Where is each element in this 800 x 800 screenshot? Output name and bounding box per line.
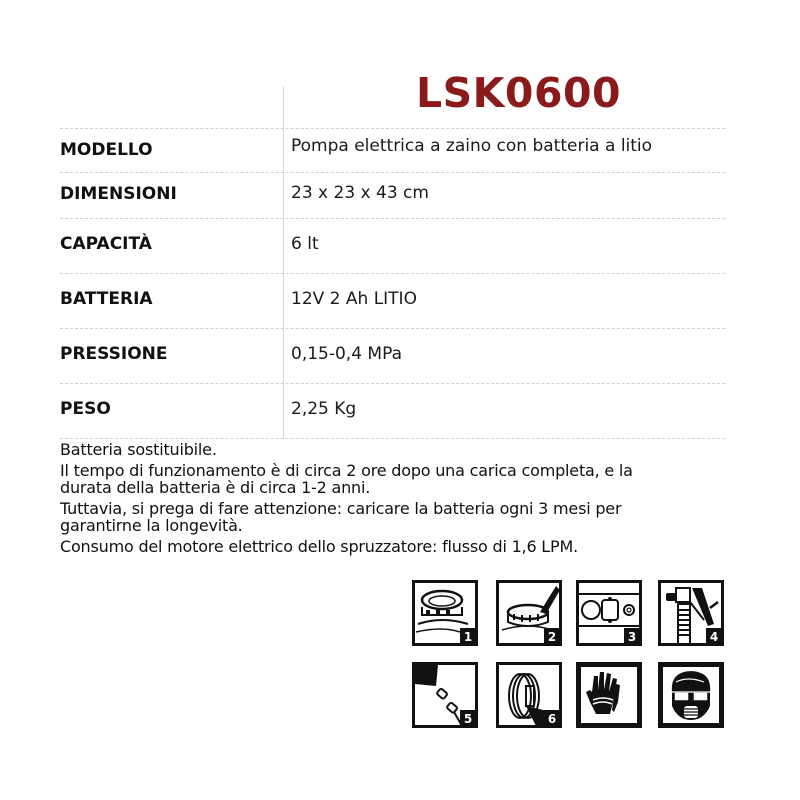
gloves-icon — [576, 662, 642, 728]
note-line: Consumo del motore elettrico dello spruzzatore: flusso di 1,6 LPM. — [60, 537, 578, 556]
trigger-handle-icon — [658, 580, 724, 646]
spec-value: 2,25 Kg — [291, 399, 357, 419]
row-divider — [60, 218, 725, 219]
note-line: Batteria sostituibile. — [60, 440, 217, 459]
svg-text:2: 2 — [547, 630, 557, 644]
row-divider — [60, 438, 725, 439]
row-divider — [60, 328, 725, 329]
product-notes — [60, 441, 760, 559]
instruction-icons — [408, 578, 728, 728]
spec-label: BATTERIA — [60, 289, 153, 309]
row-divider — [60, 383, 725, 384]
spec-value: 23 x 23 x 43 cm — [291, 183, 429, 203]
svg-text:6: 6 — [547, 712, 557, 726]
product-title: LSK0600 — [416, 69, 622, 117]
row-divider — [60, 273, 725, 274]
spec-label: CAPACITÀ — [60, 234, 152, 254]
spec-label: DIMENSIONI — [60, 184, 177, 204]
column-divider — [283, 86, 284, 438]
spec-label: MODELLO — [60, 140, 153, 160]
svg-text:4: 4 — [709, 630, 719, 644]
open-cap-icon — [412, 580, 478, 646]
note-line: Il tempo di funzionamento è di circa 2 ore dopo una carica completa, e la durata della batteria è di circa 1-2 anni. — [60, 461, 633, 497]
svg-text:5: 5 — [463, 712, 473, 726]
spec-value: 12V 2 Ah LITIO — [291, 289, 417, 309]
spec-label: PESO — [60, 399, 111, 419]
clean-filter-icon — [496, 580, 562, 646]
goggles-mask-icon — [658, 662, 724, 728]
spec-value: 0,15-0,4 MPa — [291, 344, 402, 364]
coil-hose-icon — [496, 662, 562, 728]
spray-nozzle-icon — [412, 662, 478, 728]
spec-value: Pompa elettrica a zaino con batteria a litio — [291, 136, 653, 156]
note-line: Tuttavia, si prega di fare attenzione: caricare la batteria ogni 3 mesi per garantirne la longevità. — [60, 499, 622, 535]
svg-text:1: 1 — [463, 630, 473, 644]
spec-label: PRESSIONE — [60, 344, 168, 364]
spec-value: 6 lt — [291, 234, 319, 254]
svg-text:3: 3 — [627, 630, 637, 644]
row-divider — [60, 128, 725, 129]
pump-assembly-icon — [576, 580, 642, 646]
row-divider — [60, 172, 725, 173]
